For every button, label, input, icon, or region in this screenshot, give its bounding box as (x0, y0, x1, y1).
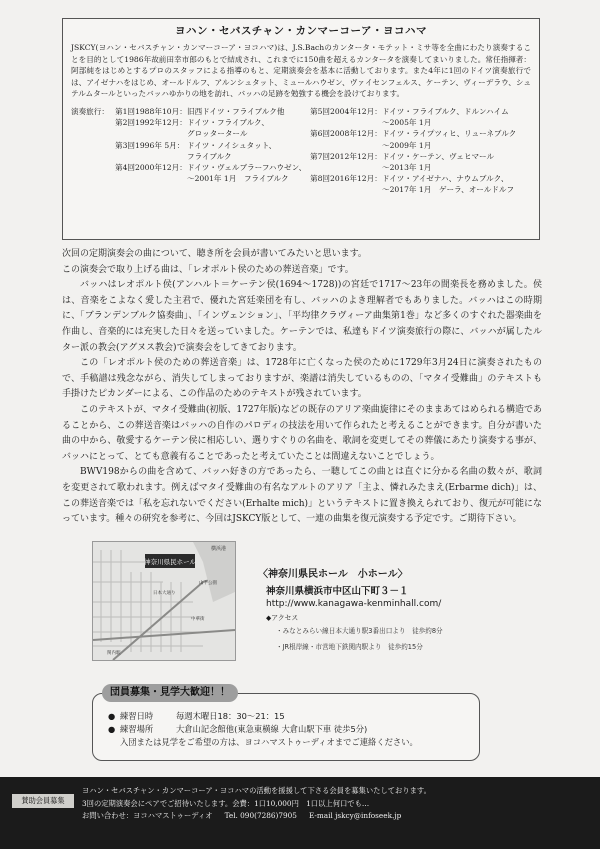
tour-date: 第7回2012年12月： (310, 151, 382, 161)
tour-date: 第5回2004年12月： (310, 106, 382, 116)
tour-entry (115, 162, 310, 184)
program-notes (62, 247, 542, 528)
tour-places: ドイツ・ライプツィヒ、リューネブルク 〜2009年 1月 (382, 129, 517, 150)
tour-entry (310, 173, 530, 195)
article-paragraph: 次回の定期演奏会の曲について、聴き所を会員が書いてみたいと思います。 (62, 249, 367, 259)
tour-places: ドイツ・ケーテン、ヴェヒマール 〜2013年 1月 (382, 151, 495, 172)
tour-entry (310, 128, 530, 150)
article-paragraph: BWV198からの曲を含めて、バッハ好きの方であったら、一聴してこの曲とは直ぐに分かる名曲の数々が、歌詞を変更されて歌われます。例えばマタイ受難曲の有名なアルトのアリア「主よ、憐れみたまえ(Erbarme dich)」は、この葬送音楽では「私を忘れないでください(Erhalte mich)」というテキストに置き換えられており、復元が可能になっています。種々の研究を参考に、今回はJSKCY版として、一連の曲集を復元演奏する予定です。ご期待下さい。 (62, 467, 542, 525)
venue-info (258, 565, 548, 657)
recruit-row (108, 710, 418, 723)
tour-date: 第8回2016年12月： (310, 174, 382, 184)
tour-date: 第6回2008年12月： (310, 129, 382, 139)
venue-address: 神奈川県横浜市中区山下町３－１ (266, 586, 409, 597)
bullet-icon: ● (108, 724, 116, 734)
bullet-icon: ● (108, 711, 116, 721)
article-paragraph: この演奏会で取り上げる曲は、「レオポルト侯のための葬送音楽」です。 (62, 264, 354, 275)
venue-url[interactable]: http://www.kanagawa-kenminhall.com/ (266, 599, 442, 609)
recruit-row-label: 練習場所 (120, 724, 154, 734)
tour-entry (310, 151, 530, 173)
map-label: 中華街 (191, 617, 205, 622)
venue-map (92, 541, 236, 661)
tour-date: 第2回1992年12月： (115, 118, 187, 128)
access-line: ・みなとみらい線日本大通り駅3番出口より 徒歩約8分 (276, 627, 443, 635)
map-label: 日本大通り (153, 591, 176, 596)
venue-name: 〈神奈川県民ホール 小ホール〉 (258, 569, 408, 580)
map-drawing (93, 542, 235, 660)
tours-left-column (115, 106, 310, 196)
map-label: 関内駅 (107, 651, 121, 656)
recruit-title: 団員募集・見学大歓迎！！ (102, 684, 238, 702)
tour-date: 第3回1996年 5月： (115, 140, 185, 150)
map-hall-label: 神奈川県民ホール (144, 558, 196, 566)
tour-entry (310, 106, 530, 128)
recruit-row-label: 練習日時 (120, 711, 154, 721)
choir-profile-title: ヨハン・セバスチャン・カンマーコーア・ヨコハマ (175, 25, 427, 37)
contact-email[interactable]: E-mail jskcy@infoseek.jp (308, 811, 402, 820)
sponsor-line: 3回の定期演奏会にペアでご招待いたします。会費：1口10,000円 1口以上何口でも… (82, 798, 370, 808)
tours-label: 演奏旅行： (71, 106, 109, 116)
concert-tours (71, 106, 531, 196)
map-label: 山下公園 (199, 581, 217, 586)
contact-tel: Tel. 090(7286)7905 (224, 811, 297, 820)
tours-right-column (310, 106, 530, 196)
tour-date: 第1回1988年10月： (115, 106, 187, 116)
recruit-row (108, 723, 418, 736)
contact-label: お問い合わせ：ヨコハマストゥーディオ (82, 811, 213, 820)
tour-places: ドイツ・フライブルク、 グロッタータール (187, 118, 269, 139)
tour-date: 第4回2000年12月： (115, 162, 187, 172)
sponsor-line: ヨハン・セバスチャン・カンマーコーア・ヨコハマの活動を援援して下さる会員を募集いたしております。 (82, 786, 431, 795)
tour-places: ドイツ・フライブルク、ドルンハイム 〜2005年 1月 (382, 106, 509, 128)
article-paragraph: このテキストが、マタイ受難曲(初版、1727年版)などの既存のアリア楽曲旋律にそのままあてはめられる構造であることから、この葬送音楽はバッハの自作のパロディの技法を用いて作られたと考えることができます。自分が書いた曲の中から、敬愛するケーテン侯に相応しい、選りすぐりの名曲を、歌詞を変更してその葬儀にあたり演奏する事が、バッハにとって、とても意義有ることであったと考えていたことは間違えないことでしょう。 (62, 404, 542, 462)
sponsor-badge: 賛助会員募集 (12, 794, 74, 808)
tour-places: ドイツ・ヴェルブラーフハウゼン、 〜2001年 1月 フライブルク (187, 162, 307, 184)
choir-profile-box (62, 18, 540, 240)
tour-places: 旧西ドイツ・フライブルク他 (187, 106, 285, 116)
recruit-body (108, 710, 418, 749)
choir-profile-text: JSKCY(ヨハン・セバスチャン・カンマーコーア・ヨコハマ)は、J.S.Bachのカンタータ・モテット・ミサ等を全曲にわたり演奏することを目的として1986年故前田幸市郎のもとで結成され、これまでに150曲を超えるカンタータを演奏してまいりました。常任指揮者：阿部純をはじめとするプロのスタッフによる指導のもと、定期演奏会を基本に活動しております。また4年に1回のドイツ演奏旅行では、アイゼナハをはじめ、オールドルフ、アルンシュタット、ミュールハウゼン、ヴァイセンフェルス、ケーテン、ヴィーデラウ、シュテルムタールといったバッハゆかりの地を訪れ、バッハの足跡を勉強する機会を設けております。 (71, 43, 531, 99)
tour-entry (115, 117, 310, 139)
recruit-row-value: 毎週木曜日18：30〜21：15 (176, 711, 285, 721)
article-paragraph: この「レオポルト侯のための葬送音楽」は、1728年に亡くなった侯のために1729年3月24日に演奏されたもので、手稿譜は残念ながら、消失してしまっておりますが、楽譜は消失しているものの、「マタイ受難曲」のテキストも手掛けたピカンダーによる、この作品のためのテキストが残されています。 (62, 358, 542, 400)
tour-entry (115, 140, 310, 162)
recruit-note: 入団または見学をご希望の方は、ヨコハマストゥーディオまでご連絡ください。 (120, 737, 418, 747)
map-label: 横浜港 (211, 546, 227, 552)
access-line: ・JR根岸線・市営地下鉄関内駅より 徒歩約15分 (276, 643, 423, 651)
recruit-row-value: 大倉山記念館他(東急東横線 大倉山駅下車 徒歩5分) (176, 724, 368, 734)
tour-entry (115, 106, 310, 117)
access-label: ◆アクセス (266, 614, 299, 622)
tour-places: ドイツ・アイゼナハ、ナウムブルク、 〜2017年 1月 ゲーラ、オールドルフ (382, 174, 515, 195)
article-paragraph: バッハはレオポルト侯(アンハルト＝ケーテン侯(1694〜1728))の宮廷で1717〜23年の間楽長を務めました。侯は、音楽をこよなく愛した主君で、優れた宮廷楽団を有し、バッハのよき理解者でもありました。バッハはこの時期に、「ブランデンブルク協奏曲」、「インヴェンション」、「平均律クラヴィーア曲集第1巻」など多くのすぐれた器楽曲を作曲し、音楽的には充実した日々を送っていました。ケーテンでは、私達もドイツ演奏旅行の際に、バッハが属したルター派の教会(アグヌス教会)で演奏会をしてきております。 (62, 280, 542, 353)
sponsor-contact (82, 810, 592, 823)
sponsor-text (82, 785, 592, 823)
tour-places: ドイツ・ノイシュタット、 フライブルク (187, 140, 277, 161)
